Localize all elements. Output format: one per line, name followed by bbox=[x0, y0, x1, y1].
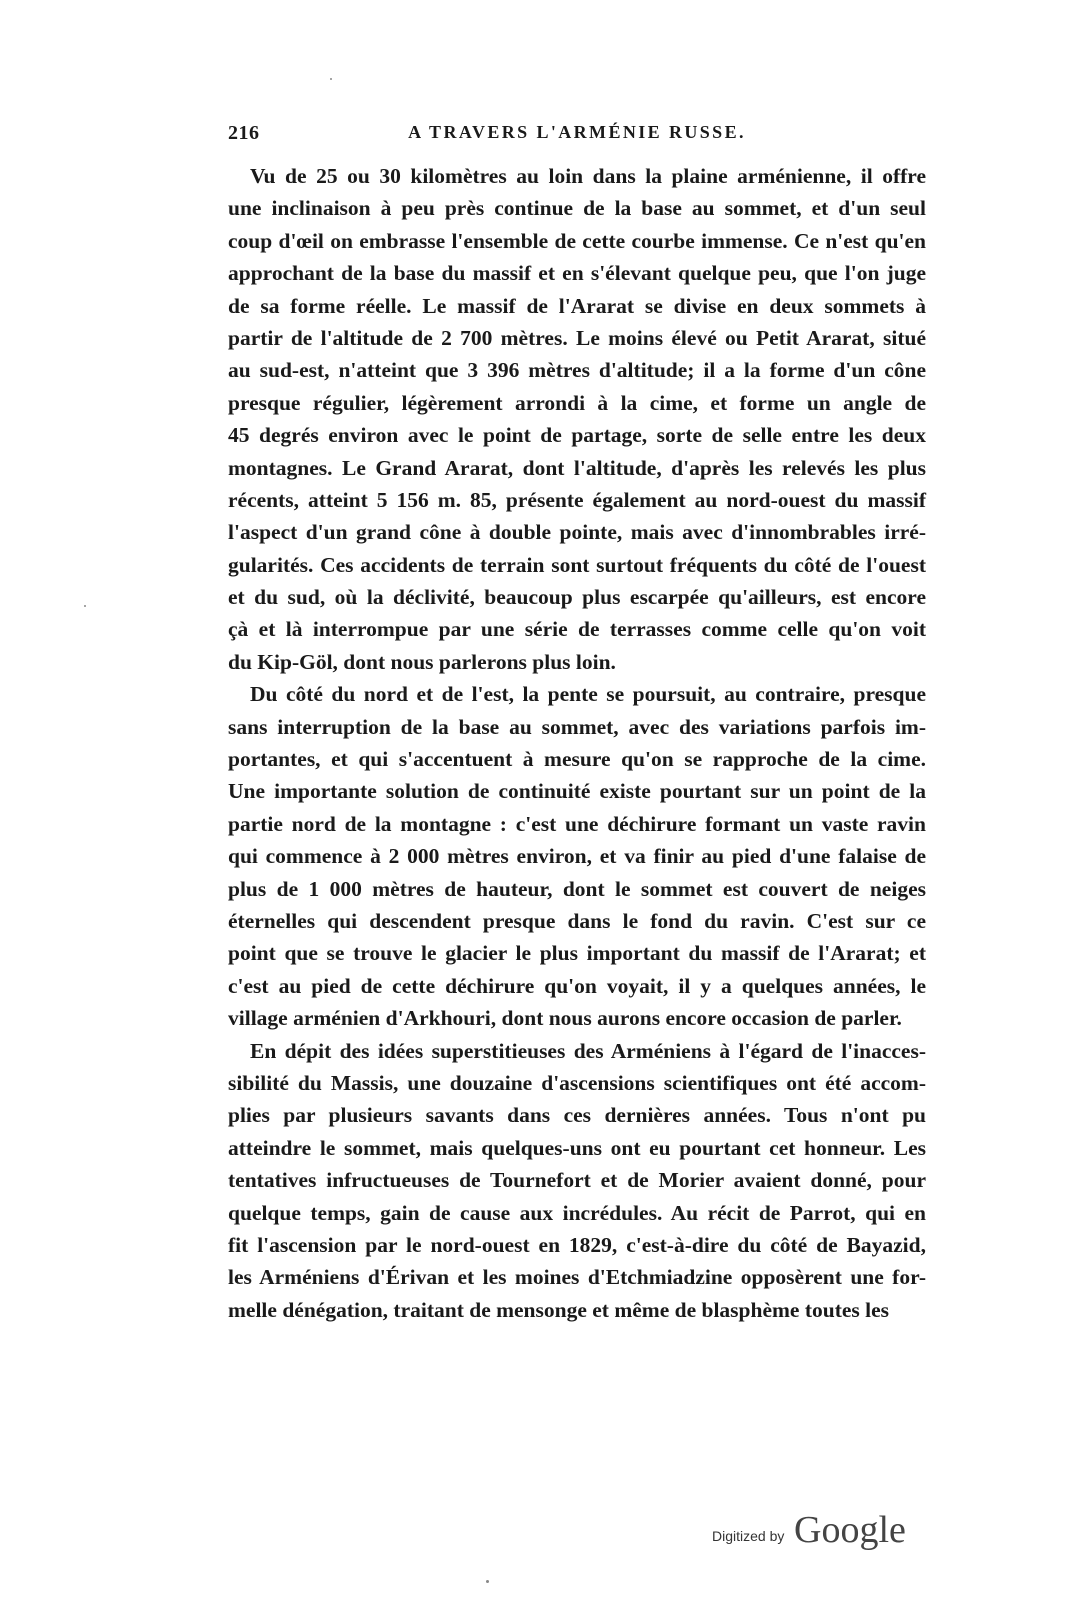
text-line: une inclinaison à peu près continue de la base au sommet, et d'un seul bbox=[228, 196, 926, 221]
running-title: A TRAVERS L'ARMÉNIE RUSSE. bbox=[408, 122, 746, 142]
text-line: çà et là interrompue par une série de terrasses comme celle qu'on voit bbox=[228, 617, 926, 642]
text-line: récents, atteint 5 156 m. 85, présente également au nord-ouest du massif bbox=[228, 487, 926, 512]
paragraph bbox=[228, 678, 926, 1034]
text-line: montagnes. Le Grand Ararat, dont l'altitude, d'après les relevés les plus bbox=[228, 455, 926, 480]
text-line: Vu de 25 ou 30 kilomètres au loin dans la plaine arménienne, il offre bbox=[250, 164, 926, 188]
text-line: tentatives infructueuses de Tournefort et de Morier avaient donné, pour bbox=[228, 1168, 926, 1193]
text-line: 45 degrés environ avec le point de partage, sorte de selle entre les deux bbox=[228, 423, 926, 448]
text-line: et du sud, où la déclivité, beaucoup plus escarpée qu'ailleurs, est encore bbox=[228, 585, 926, 610]
text-line: point que se trouve le glacier le plus important du massif de l'Ararat; et bbox=[228, 941, 926, 966]
text-line: melle dénégation, traitant de mensonge et même de blasphème toutes les bbox=[228, 1297, 890, 1322]
text-line: les Arméniens d'Érivan et les moines d'Etchmiadzine opposèrent une for- bbox=[228, 1265, 926, 1290]
text-line: village arménien d'Arkhouri, dont nous aurons encore occasion de parler. bbox=[228, 1006, 902, 1031]
text-line: plus de 1 000 mètres de hauteur, dont le sommet est couvert de neiges bbox=[228, 876, 926, 901]
text-line: l'aspect d'un grand cône à double pointe, mais avec d'innombrables irré- bbox=[228, 520, 926, 545]
text-line: de sa forme réelle. Le massif de l'Ararat se divise en deux sommets à bbox=[228, 293, 926, 318]
text-line: du Kip-Göl, dont nous parlerons plus loin. bbox=[228, 649, 616, 674]
text-line: portantes, et qui s'accentuent à mesure qu'on se rapproche de la cime. bbox=[228, 747, 926, 772]
text-line: approchant de la base du massif et en s'élevant quelque peu, que l'on juge bbox=[228, 261, 926, 286]
page-header bbox=[228, 122, 926, 152]
text-line: partie nord de la montagne : c'est une déchirure formant un vaste ravin bbox=[228, 811, 926, 836]
scan-speck bbox=[84, 605, 86, 607]
text-line: quelque temps, gain de cause aux incrédules. Au récit de Parrot, qui en bbox=[228, 1200, 926, 1225]
text-line: Du côté du nord et de l'est, la pente se poursuit, au contraire, presque bbox=[250, 682, 926, 707]
text-line: Une importante solution de continuité existe pourtant sur un point de la bbox=[228, 779, 926, 804]
paragraph bbox=[228, 160, 926, 678]
text-line: fit l'ascension par le nord-ouest en 1829, c'est-à-dire du côté de Bayazid, bbox=[228, 1232, 926, 1257]
page-number: 216 bbox=[228, 122, 260, 144]
text-line: plies par plusieurs savants dans ces dernières années. Tous n'ont pu bbox=[228, 1103, 926, 1128]
text-line: atteindre le sommet, mais quelques-uns ont eu pourtant cet honneur. Les bbox=[228, 1135, 926, 1160]
digitized-by-label: Digitized by bbox=[712, 1528, 785, 1544]
text-line: coup d'œil on embrasse l'ensemble de cette courbe immense. Ce n'est qu'en bbox=[228, 228, 926, 253]
text-line: au sud-est, n'atteint que 3 396 mètres d'altitude; il a la forme d'un cône bbox=[228, 358, 926, 383]
text-line: éternelles qui descendent presque dans le fond du ravin. C'est sur ce bbox=[228, 908, 926, 933]
text-line: sibilité du Massis, une douzaine d'ascensions scientifiques ont été accom- bbox=[228, 1070, 926, 1095]
text-line: c'est au pied de cette déchirure qu'on voyait, il y a quelques années, le bbox=[228, 973, 926, 998]
text-line: gularités. Ces accidents de terrain sont surtout fréquents du côté de l'ouest bbox=[228, 552, 926, 577]
text-line: partir de l'altitude de 2 700 mètres. Le moins élevé ou Petit Ararat, situé bbox=[228, 325, 926, 350]
digitization-footer bbox=[712, 1508, 952, 1552]
google-logo: Google bbox=[794, 1509, 906, 1551]
text-line: qui commence à 2 000 mètres environ, et va finir au pied d'une falaise de bbox=[228, 844, 926, 869]
text-line: En dépit des idées superstitieuses des Arméniens à l'égard de l'inacces- bbox=[250, 1038, 926, 1063]
text-line: sans interruption de la base au sommet, avec des variations parfois im- bbox=[228, 714, 926, 739]
scan-speck bbox=[330, 78, 332, 80]
body-text bbox=[228, 160, 926, 1326]
scan-speck bbox=[486, 1580, 489, 1583]
text-line: presque régulier, légèrement arrondi à la cime, et forme un angle de bbox=[228, 390, 926, 415]
paragraph bbox=[228, 1035, 926, 1327]
